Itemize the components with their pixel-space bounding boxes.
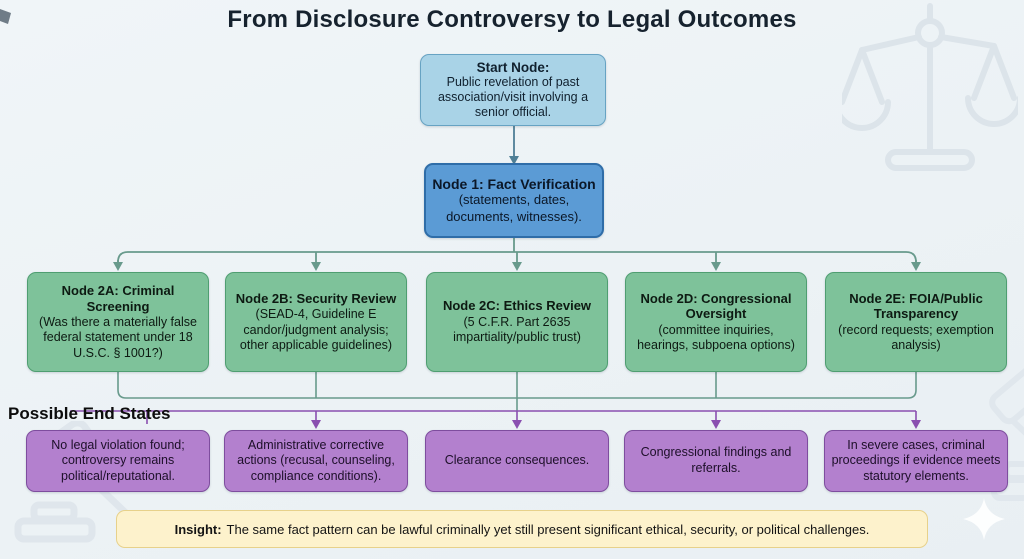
- node-2a-body: (Was there a materially false federal statement under 18 U.S.C. § 1001?): [39, 315, 197, 360]
- end-state-no-violation: [26, 430, 210, 492]
- node-2b-title: Node 2B: Security Review: [235, 290, 397, 306]
- end-state-text: No legal violation found; controversy remains political/reputational.: [51, 437, 185, 483]
- node-2d-congressional-oversight: [625, 272, 807, 372]
- end-state-text: Administrative corrective actions (recusal, counseling, compliance conditions).: [237, 437, 395, 483]
- end-state-text: Congressional findings and referrals.: [640, 445, 792, 475]
- node-1-fact-verification: [424, 163, 604, 238]
- end-state-text: Clearance consequences.: [444, 453, 590, 468]
- node-2e-foia-public-transparency: [825, 272, 1007, 372]
- node-2c-title: Node 2C: Ethics Review: [442, 298, 592, 314]
- node-2c-body: (5 C.F.R. Part 2635 impartiality/public trust): [453, 315, 581, 345]
- insight-text: The same fact pattern can be lawful criminally yet still present significant ethical, security, or political challenges.: [226, 521, 870, 537]
- page-title: From Disclosure Controversy to Legal Outcomes: [227, 6, 797, 33]
- possible-end-states-label: Possible End States: [8, 404, 171, 423]
- insight-callout: [116, 510, 928, 548]
- end-state-congressional-findings: [624, 430, 808, 492]
- node-2a-title: Node 2A: Criminal Screening: [61, 283, 175, 314]
- start-node-body: Public revelation of past association/visit involving a senior official.: [437, 74, 589, 120]
- node-1-title: Node 1: Fact Verification: [432, 176, 596, 193]
- insight-label: Insight:: [174, 521, 222, 537]
- start-node-title: Start Node:: [476, 59, 550, 75]
- node-2b-body: (SEAD-4, Guideline E candor/judgment analysis; other applicable guidelines): [239, 307, 393, 352]
- node-2a-criminal-screening: [27, 272, 209, 372]
- node-2c-ethics-review: [426, 272, 608, 372]
- end-state-criminal-proceedings: [824, 430, 1008, 492]
- node-2b-security-review: [225, 272, 407, 372]
- end-state-clearance-consequences: [425, 430, 609, 492]
- start-node: [420, 54, 606, 126]
- node-2d-title: Node 2D: Congressional Oversight: [640, 290, 792, 322]
- node-1-body: (statements, dates, documents, witnesses).: [446, 192, 582, 224]
- node-2d-body: (committee inquiries, hearings, subpoena options): [637, 322, 795, 353]
- node-2e-body: (record requests; exemption analysis): [838, 322, 994, 353]
- end-state-text: In severe cases, criminal proceedings if evidence meets statutory elements.: [831, 437, 1001, 483]
- end-state-administrative-actions: [224, 430, 408, 492]
- node-2e-title: Node 2E: FOIA/Public Transparency: [849, 290, 983, 322]
